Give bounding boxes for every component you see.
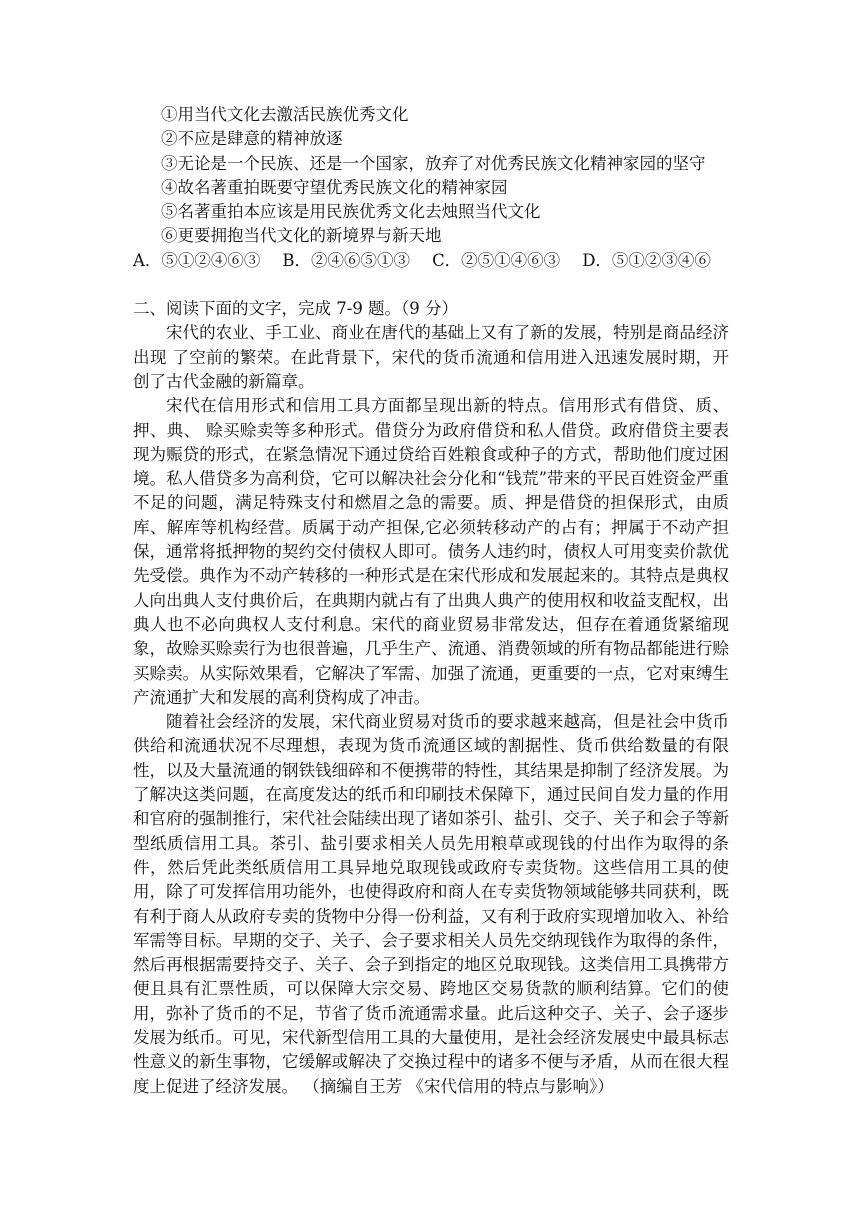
choice-a: A．⑤①②④⑥③ <box>133 250 261 270</box>
option-6: ⑥更要拥抱当代文化的新境界与新天地 <box>161 226 442 246</box>
option-2: ②不应是肆意的精神放逐 <box>161 129 343 149</box>
choice-b: B．②④⑥⑤①③ <box>282 250 411 270</box>
choice-c: C．②⑤①④⑥③ <box>432 250 561 270</box>
paragraph-3: 随着社会经济的发展，宋代商业贸易对货币的要求越来越高，但是社会中货币供给和流通状况不尽理想，表现为货币流通区域的割据性、货币供给数量的有限性，以及大量流通的钢铁钱细碎和不便携带的特性，其结果是抑制了经济发展。为了解决这类问题，在高度发达的纸币和印刷技术保障下，通过民间自发力量的作用和官府的强制推行，宋代社会陆续出现了诸如茶引、盐引、交子、关子和会子等新型纸质信用工具。茶引、盐引要求相关人员先用粮草或现钱的付出作为取得的条件，然后凭此类纸质信用工具异地兑取现钱或政府专卖货物。这些信用工具的使用，除了可发挥信用功能外，也使得政府和商人在专卖货物领域能够共同获利，既有利于商人从政府专卖的货物中分得一份利益，又有利于政府实现增加收入、补给军需等目标。早期的交子、关子、会子要求相关人员先交纳现钱作为取得的条件，然后再根据需要持交子、关子、会子到指定的地区兑取现钱。这类信用工具携带方便且具有汇票性质，可以保障大宗交易、跨地区交易货款的顺利结算。它们的使用，弥补了货币的不足，节省了货币流通需求量。此后这种交子、关子、会子逐步发展为纸币。可见，宋代新型信用工具的大量使用，是社会经济发展史中最具标志性意义的新生事物，它缓解或解决了交换过程中的诸多不便与矛盾，从而在很大程度上促进了经济发展。 （摘编自王芳 《宋代信用的特点与影响》） <box>133 712 729 1096</box>
option-1: ①用当代文化去激活民族优秀文化 <box>161 105 409 124</box>
section-2-title: 二、阅读下面的文字，完成 7-9 题。（9 分） <box>133 299 459 319</box>
choice-d: D．⑤①②③④⑥ <box>582 250 711 270</box>
paragraph-2: 宋代在信用形式和信用工具方面都呈现出新的特点。信用形式有借贷、质、押、典、 赊买赊卖等多种形式。借贷分为政府借贷和私人借贷。政府借贷主要表现为赈贷的形式，在紧急情况下通过贷给百姓粮食或种子的方式，帮助他们度过困境。私人借贷多为高利贷，它可以解决社会分化和“钱荒”带来的平民百姓资金严重不足的问题，满足特殊支付和燃眉之急的需要。质、押是借贷的担保形式，由质库、解库等机构经营。质属于动产担保,它必须转移动产的占有；押属于不动产担保，通常将抵押物的契约交付债权人即可。债务人违约时，债权人可用变卖价款优先受偿。典作为不动产转移的一种形式是在宋代形成和发展起来的。其特点是典权人向出典人支付典价后，在典期内就占有了出典人典产的使用权和收益支配权，出典人也不必向典权人支付利息。宋代的商业贸易非常发达，但存在着通货紧缩现象，故赊买赊卖行为也很普遍，几乎生产、流通、消费领域的所有物品都能进行赊买赊卖。从实际效果看，它解决了军需、加强了流通，更重要的一点，它对束缚生产流通扩大和发展的高利贷构成了冲击。 <box>133 396 729 707</box>
option-5: ⑤名著重拍本应该是用民族优秀文化去烛照当代文化 <box>161 202 541 222</box>
option-3: ③无论是一个民族、还是一个国家，放弃了对优秀民族文化精神家园的坚守 <box>161 153 706 173</box>
paragraph-1: 宋代的农业、手工业、商业在唐代的基础上又有了新的发展，特别是商品经济出现 了空前的繁荣。在此背景下，宋代的货币流通和信用进入迅速发展时期，开创了古代金融的新篇章。 <box>133 323 729 391</box>
option-4: ④故名著重拍既要守望优秀民族文化的精神家园 <box>161 177 508 197</box>
question-6-options <box>133 103 729 249</box>
spacer <box>133 273 729 297</box>
document-page <box>133 103 729 1099</box>
answer-choices <box>133 249 729 273</box>
